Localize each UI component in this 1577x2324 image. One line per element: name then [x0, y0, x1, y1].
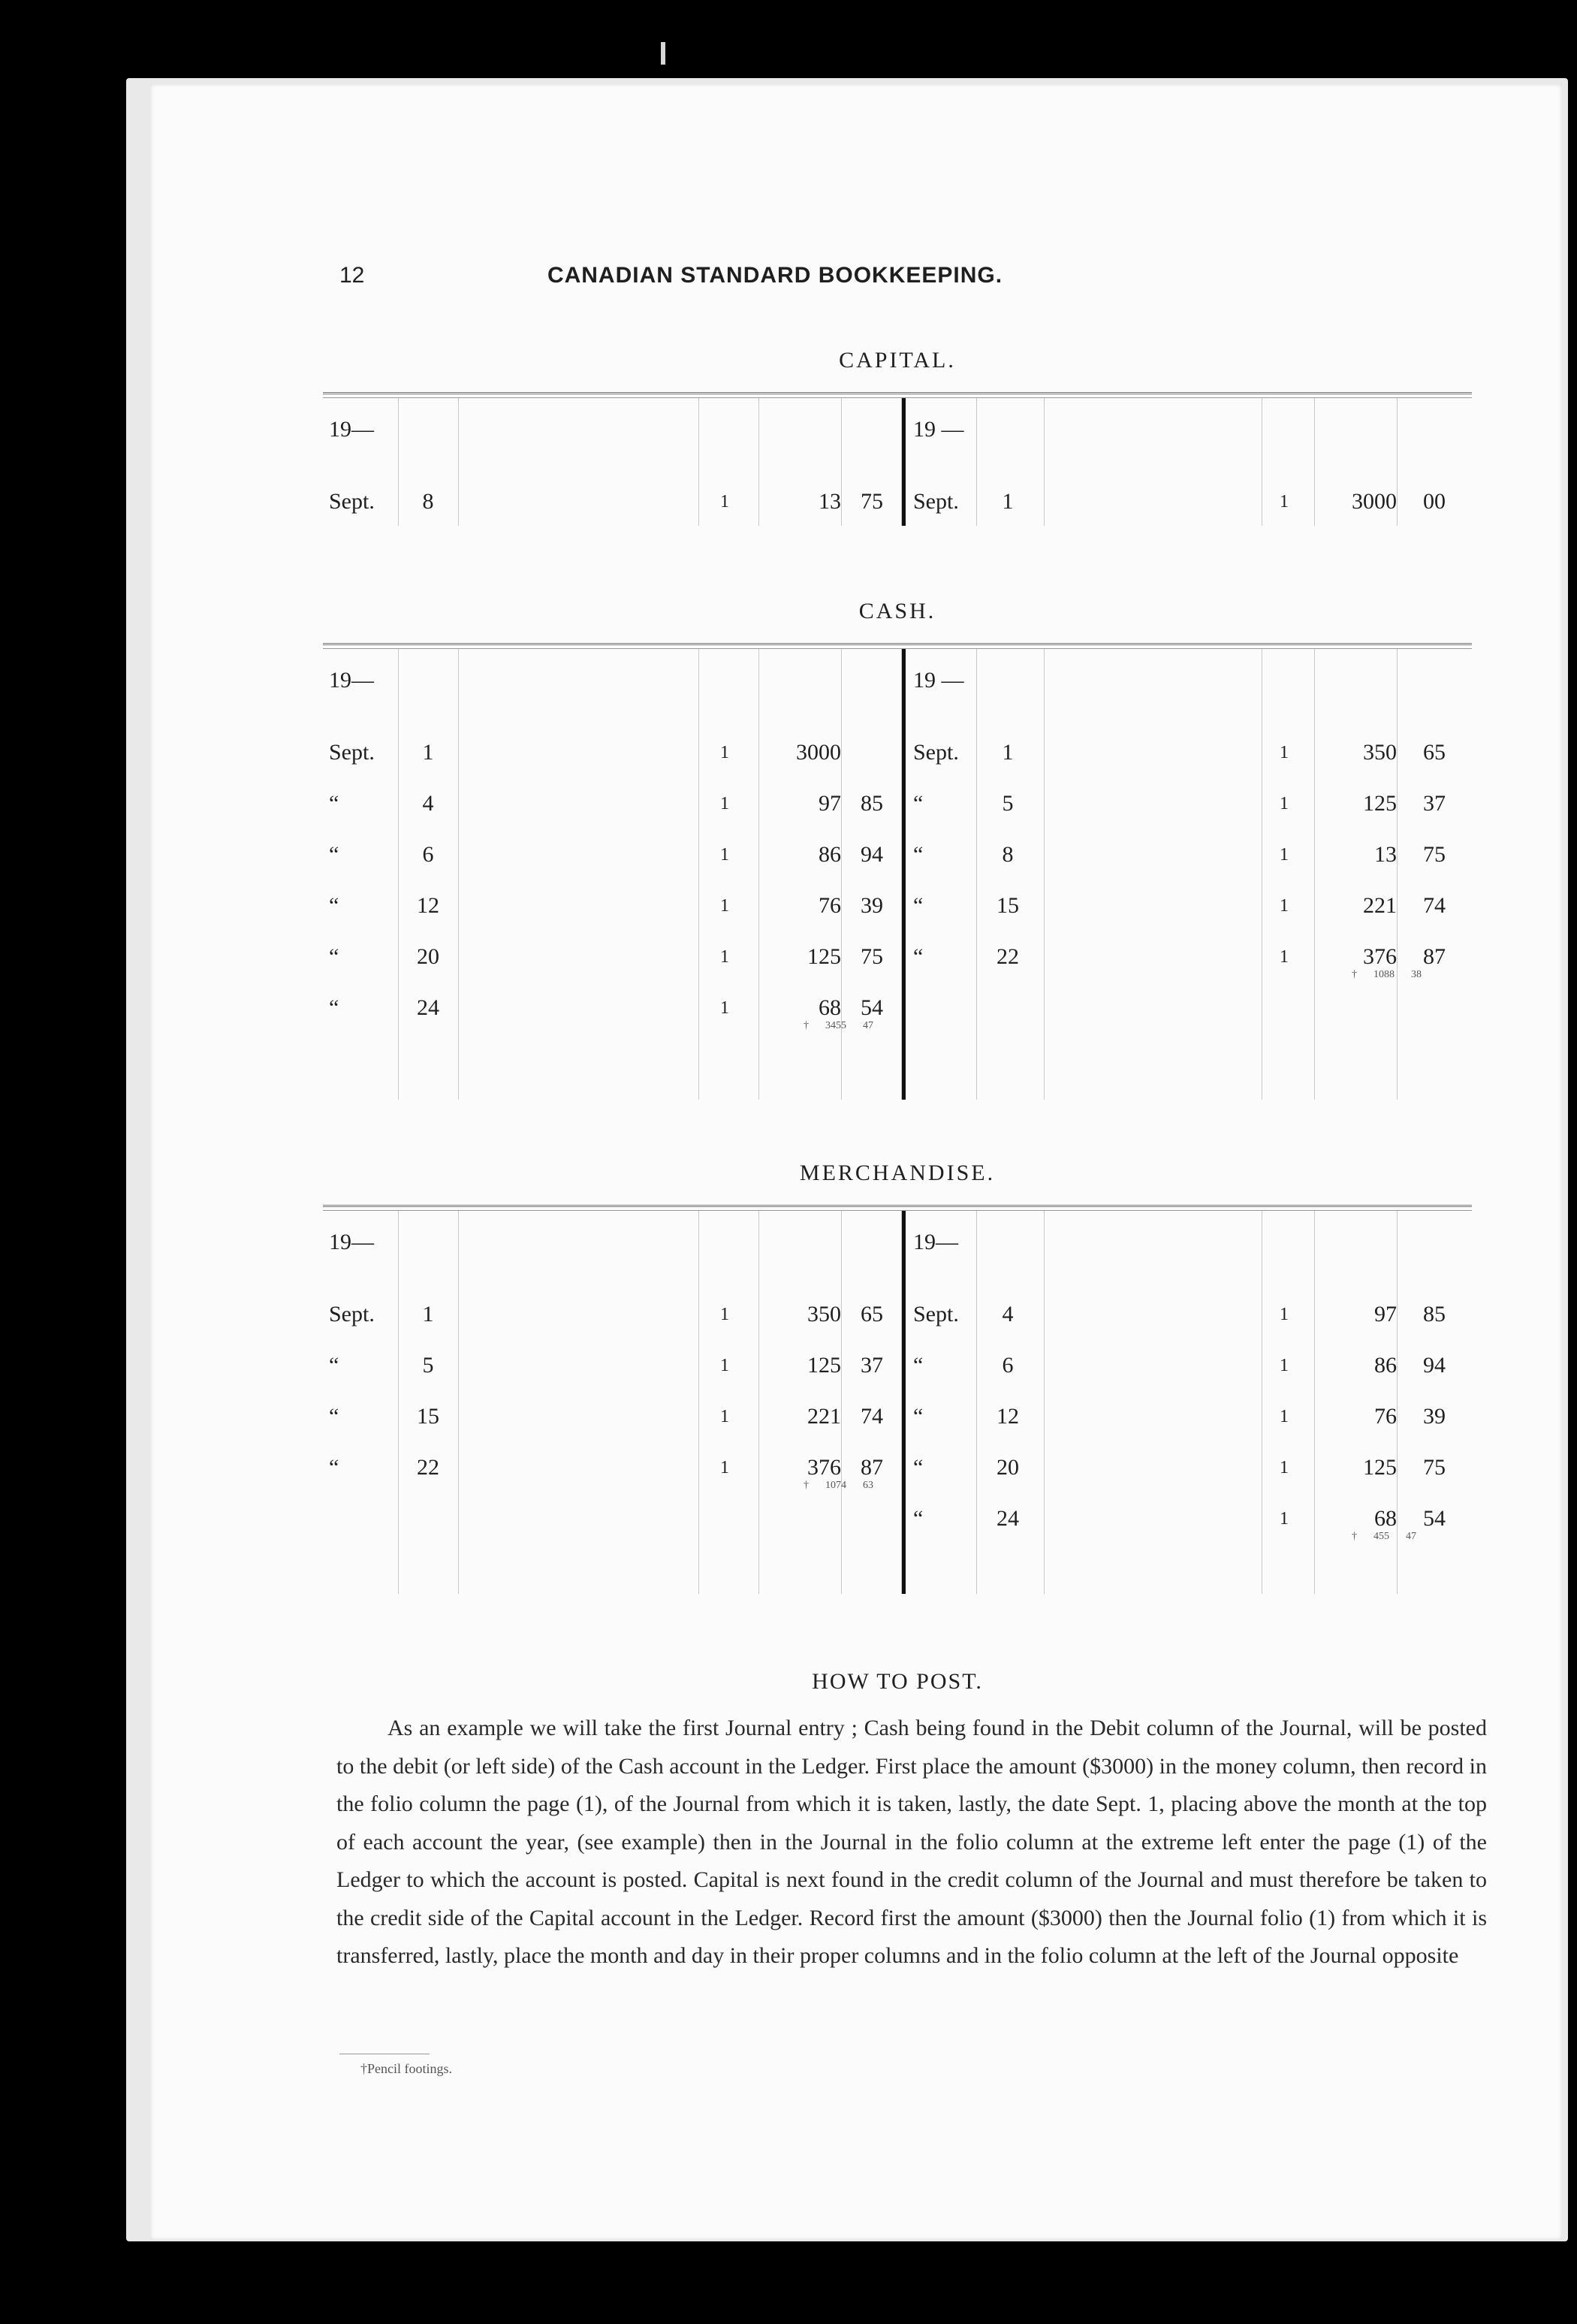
entry-day: 1	[422, 1302, 434, 1326]
ledger-body	[323, 398, 1472, 526]
ledger-entry-row	[323, 1220, 901, 1265]
ledger-body	[323, 649, 1472, 1100]
entry-folio: 1	[1280, 1356, 1289, 1375]
ledger-entry-row	[323, 658, 901, 703]
entry-folio: 1	[720, 998, 729, 1018]
column-rule	[901, 1211, 902, 1594]
entry-month: “	[329, 791, 339, 816]
entry-dollars: 350	[807, 1302, 841, 1326]
entry-dollars: 97	[819, 791, 841, 816]
entry-month: “	[329, 1455, 339, 1480]
entry-folio: 1	[1280, 492, 1289, 512]
entry-cents: 75	[1423, 1455, 1446, 1480]
ledger-title: MERCHANDISE.	[799, 1160, 996, 1185]
entry-month: “	[329, 944, 339, 969]
entry-cents: 85	[1423, 1302, 1446, 1326]
entry-cents: 75	[861, 944, 883, 969]
debit-side	[323, 398, 901, 526]
entry-folio: 1	[1280, 794, 1289, 813]
footing-dollars: 3455	[825, 1020, 846, 1031]
footing-mark: †	[804, 1480, 809, 1491]
ledger-entry-row	[323, 934, 901, 979]
footing-dollars: 1074	[825, 1480, 846, 1491]
entry-folio: 1	[720, 896, 729, 916]
entry-month: “	[913, 1455, 924, 1480]
entry-day: 6	[1002, 1353, 1014, 1378]
entry-day: 8	[422, 489, 434, 514]
entry-cents: 74	[1423, 893, 1446, 918]
pencil-footing	[1352, 1531, 1416, 1543]
scan-mark	[661, 42, 665, 65]
entry-dollars: 13	[1374, 842, 1397, 867]
ledger-entry-row	[909, 1394, 1472, 1439]
ledger-entry-row	[909, 730, 1472, 775]
entry-month: “	[329, 1404, 339, 1429]
pencil-footing	[804, 1020, 873, 1032]
ledger-entry-row	[909, 832, 1472, 877]
entry-dollars: 68	[1374, 1506, 1397, 1531]
ledger-entry-row	[323, 832, 901, 877]
entry-folio: 1	[1280, 896, 1289, 916]
entry-dollars: 86	[1374, 1353, 1397, 1378]
entry-cents: 94	[861, 842, 883, 867]
debit-side	[323, 649, 901, 1100]
entry-cents: 94	[1423, 1353, 1446, 1378]
entry-month: 19 —	[913, 668, 964, 693]
entry-dollars: 125	[1363, 791, 1397, 816]
entry-folio: 1	[720, 947, 729, 967]
entry-month: Sept.	[329, 489, 375, 514]
footing-mark: †	[1352, 969, 1357, 980]
ledger-top-rule	[323, 643, 1472, 649]
ledger-entry-row	[323, 479, 901, 524]
ledger-entry-row	[909, 479, 1472, 524]
entry-dollars: 76	[1374, 1404, 1397, 1429]
ledger-entry-row	[323, 1394, 901, 1439]
entry-dollars: 221	[1363, 893, 1397, 918]
entry-day: 6	[422, 842, 434, 867]
footing-cents: 47	[1406, 1531, 1416, 1542]
entry-dollars: 376	[807, 1455, 841, 1480]
entry-month: 19—	[913, 1230, 958, 1254]
entry-cents: 54	[1423, 1506, 1446, 1531]
ledger-entry-row	[909, 1343, 1472, 1388]
entry-month: 19—	[329, 1230, 374, 1254]
entry-folio: 1	[1280, 845, 1289, 865]
entry-month: “	[913, 944, 924, 969]
entry-folio: 1	[720, 1407, 729, 1426]
column-rule	[901, 649, 902, 1100]
entry-folio: 1	[720, 492, 729, 512]
entry-day: 15	[997, 893, 1019, 918]
footing-cents: 47	[863, 1020, 873, 1031]
entry-cents: 85	[861, 791, 883, 816]
entry-dollars: 350	[1363, 740, 1397, 765]
ledger-entry-row	[909, 658, 1472, 703]
cash-ledger	[323, 595, 1472, 1100]
how-to-post-body: As an example we will take the first Journal entry ; Cash being found in the Debit column of the Journal, will be posted to the debit (or left side) of the Cash account in the Ledger. First place the amount ($3000) in the money column, then record in the folio column the page (1), of the Journal from which it is taken, lastly, the date Sept. 1, placing above the month at the top of each account the year, (see example) then in the Journal in the folio column at the extreme left enter the page (1) of the Ledger to which the account is posted. Capital is next found in the credit column of the Journal and must therefore be taken to the credit side of the Capital account in the Ledger. Record first the amount ($3000) then the Journal folio (1) from which it is transferred, lastly, place the month and day in their proper columns and in the folio column at the left of the Journal opposite	[336, 1716, 1487, 1968]
footing-mark: †	[804, 1020, 809, 1031]
ledger-entry-row	[909, 407, 1472, 452]
ledger-entry-row	[323, 781, 901, 826]
entry-folio: 1	[720, 1458, 729, 1477]
entry-day: 1	[422, 740, 434, 765]
entry-month: 19—	[329, 417, 374, 442]
entry-month: “	[329, 893, 339, 918]
entry-month: Sept.	[913, 489, 959, 514]
entry-cents: 65	[861, 1302, 883, 1326]
footing-cents: 38	[1411, 969, 1422, 980]
entry-cents: 87	[1423, 944, 1446, 969]
entry-cents: 39	[861, 893, 883, 918]
merchandise-ledger	[323, 1157, 1472, 1594]
ledger-entry-row	[323, 883, 901, 928]
credit-side	[909, 1211, 1472, 1594]
ledger-top-rule	[323, 1205, 1472, 1211]
entry-month: “	[329, 842, 339, 867]
entry-cents: 75	[861, 489, 883, 514]
entry-day: 4	[1002, 1302, 1014, 1326]
entry-folio: 1	[1280, 1458, 1289, 1477]
ledger-entry-row	[909, 781, 1472, 826]
capital-ledger	[323, 344, 1472, 526]
entry-cents: 54	[861, 995, 883, 1020]
entry-dollars: 86	[819, 842, 841, 867]
entry-dollars: 68	[819, 995, 841, 1020]
entry-folio: 1	[720, 794, 729, 813]
entry-folio: 1	[720, 845, 729, 865]
footing-dollars: 455	[1373, 1531, 1389, 1542]
ledger-entry-row	[323, 730, 901, 775]
entry-cents: 37	[1423, 791, 1446, 816]
entry-month: “	[329, 995, 339, 1020]
footing-dollars: 1088	[1373, 969, 1395, 980]
page-number: 12	[339, 263, 365, 288]
entry-cents: 00	[1423, 489, 1446, 514]
entry-cents: 65	[1423, 740, 1446, 765]
entry-dollars: 376	[1363, 944, 1397, 969]
footing-cents: 63	[863, 1480, 873, 1491]
entry-folio: 1	[1280, 1509, 1289, 1529]
entry-day: 22	[417, 1455, 439, 1480]
how-to-post-heading: HOW TO POST.	[812, 1669, 983, 1694]
entry-day: 12	[417, 893, 439, 918]
column-rule	[901, 398, 902, 526]
page-header	[339, 263, 1173, 300]
entry-cents: 39	[1423, 1404, 1446, 1429]
entry-day: 4	[422, 791, 434, 816]
credit-side	[909, 398, 1472, 526]
ledger-entry-row	[909, 1220, 1472, 1265]
entry-day: 12	[997, 1404, 1019, 1429]
ledger-body	[323, 1211, 1472, 1594]
entry-dollars: 125	[807, 1353, 841, 1378]
entry-month: 19 —	[913, 417, 964, 442]
entry-folio: 1	[720, 743, 729, 762]
entry-dollars: 76	[819, 893, 841, 918]
entry-dollars: 97	[1374, 1302, 1397, 1326]
entry-folio: 1	[1280, 743, 1289, 762]
entry-folio: 1	[1280, 1407, 1289, 1426]
entry-month: Sept.	[329, 740, 375, 765]
ledger-entry-row	[323, 407, 901, 452]
entry-cents: 37	[861, 1353, 883, 1378]
entry-dollars: 3000	[796, 740, 841, 765]
entry-month: “	[913, 893, 924, 918]
entry-folio: 1	[1280, 1305, 1289, 1324]
entry-folio: 1	[720, 1356, 729, 1375]
entry-month: “	[329, 1353, 339, 1378]
entry-day: 20	[417, 944, 439, 969]
entry-dollars: 3000	[1352, 489, 1397, 514]
entry-day: 15	[417, 1404, 439, 1429]
entry-day: 5	[1002, 791, 1014, 816]
entry-day: 1	[1002, 489, 1014, 514]
ledger-entry-row	[323, 1292, 901, 1337]
entry-dollars: 125	[807, 944, 841, 969]
footnote: †Pencil footings.	[360, 2061, 452, 2076]
entry-day: 22	[997, 944, 1019, 969]
entry-day: 20	[997, 1455, 1019, 1480]
entry-dollars: 125	[1363, 1455, 1397, 1480]
entry-folio: 1	[720, 1305, 729, 1324]
ledger-entry-row	[909, 1292, 1472, 1337]
entry-day: 1	[1002, 740, 1014, 765]
entry-month: Sept.	[913, 1302, 959, 1326]
ledger-entry-row	[909, 1445, 1472, 1490]
entry-month: “	[913, 1506, 924, 1531]
running-title: CANADIAN STANDARD BOOKKEEPING.	[547, 263, 1003, 288]
entry-folio: 1	[1280, 947, 1289, 967]
entry-month: “	[913, 1404, 924, 1429]
entry-month: “	[913, 842, 924, 867]
entry-dollars: 13	[819, 489, 841, 514]
credit-side	[909, 649, 1472, 1100]
entry-month: 19—	[329, 668, 374, 693]
entry-month: Sept.	[329, 1302, 375, 1326]
entry-day: 24	[997, 1506, 1019, 1531]
entry-month: Sept.	[913, 740, 959, 765]
footing-mark: †	[1352, 1531, 1357, 1542]
ledger-entry-row	[909, 883, 1472, 928]
ledger-title: CASH.	[858, 599, 936, 623]
entry-cents: 74	[861, 1404, 883, 1429]
entry-day: 24	[417, 995, 439, 1020]
entry-dollars: 221	[807, 1404, 841, 1429]
debit-side	[323, 1211, 901, 1594]
ledger-entry-row	[323, 1343, 901, 1388]
entry-cents: 75	[1423, 842, 1446, 867]
entry-month: “	[913, 791, 924, 816]
entry-day: 8	[1002, 842, 1014, 867]
pencil-footing	[1352, 969, 1422, 981]
entry-month: “	[913, 1353, 924, 1378]
entry-day: 5	[422, 1353, 434, 1378]
entry-cents: 87	[861, 1455, 883, 1480]
ledger-title: CAPITAL.	[839, 348, 956, 373]
pencil-footing	[804, 1480, 873, 1492]
ledger-top-rule	[323, 392, 1472, 398]
